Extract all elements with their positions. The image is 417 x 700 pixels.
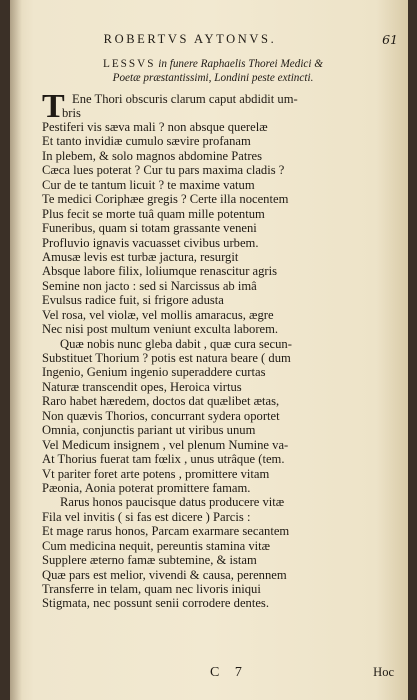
- verse-line: Fila vel invitis ( si fas est dicere ) Parcis :: [42, 509, 251, 524]
- verse-line: Evulsus radice fuit, si frigore adusta: [42, 293, 224, 308]
- verse-line: Pæonia, Aonia poterat promittere famam.: [42, 480, 251, 495]
- verse-line: Raro habet hæredem, doctos dat quælibet ætas,: [42, 394, 280, 409]
- verse-line: Vt pariter foret arte potens , promittere vitam: [42, 466, 270, 481]
- verse-line: At Thorius fuerat tam fœlix , unus utrâque (tem.: [42, 452, 285, 467]
- verse-line: Stigmata, nec possunt senii corrodere dentes.: [42, 596, 269, 611]
- verse-line: Non quævis Thorios, concurrant sydera oportet: [42, 408, 280, 423]
- title-line-2: Poetæ præstantissimi, Londini peste extincti.: [112, 72, 314, 84]
- verse-line: Supplere æterno famæ subtemine, & istam: [42, 553, 257, 568]
- verse-line: Transferre in telam, quam nec livoris iniqui: [42, 582, 261, 596]
- verse-line: Pestiferi vis sæva mali ? non absque querelæ: [42, 120, 268, 134]
- title-line-1-text: in funere Raphaelis Thorei Medici &: [158, 58, 323, 70]
- page-number: 61: [382, 32, 398, 47]
- verse-line: Cur de te tantum licuit ? te maxime vatum: [42, 177, 255, 192]
- title-lessus: LESSVS: [103, 58, 156, 70]
- title-line-1: [28, 57, 398, 71]
- verse-line: Omnia, conjunctis pariant ut viribus unum: [42, 423, 256, 438]
- verse-line: Cum medicina nequit, pereuntis stamina vitæ: [42, 538, 271, 553]
- catchword: Hoc: [373, 665, 394, 679]
- opening-lines: [42, 88, 404, 125]
- verse-line: Funeribus, quam si totam grassante veneni: [42, 221, 257, 236]
- verse-line: In plebem, & solo magnos abdomine Patres: [42, 148, 263, 163]
- poem-body: [42, 88, 404, 611]
- book-page: [10, 0, 408, 700]
- running-head: ROBERTVS AYTONVS.: [103, 32, 277, 46]
- verse-line: Nec nisi post multum veniunt exculta laborem.: [42, 322, 279, 337]
- drop-capital: T: [42, 88, 65, 125]
- verse-line: Quæ pars est melior, vivendi & causa, perennem: [42, 567, 287, 582]
- page-footer: [10, 665, 408, 683]
- verse-line: Quæ nobis nunc gleba dabit , quæ cura secun-: [60, 336, 292, 351]
- verse-line: Substituet Thorium ? potis est natura beare ( dum: [42, 351, 291, 365]
- verse-line: Profluvio ignavis vacuasset civibus urbem.: [42, 235, 259, 250]
- verse-line: Semine non jacto : sed si Narcissus ab imâ: [42, 278, 257, 293]
- verse-line: Et mage rarus honos, Parcam exarmare secantem: [42, 524, 290, 539]
- page-header: [10, 32, 408, 50]
- verse-line: Ene Thori obscuris clarum caput abdidit um-: [72, 92, 298, 106]
- verse-line: Amusæ levis est turbæ jactura, resurgit: [42, 249, 239, 264]
- verse-line: Te medici Coriphæe gregis ? Certe illa nocentem: [42, 192, 289, 207]
- verse-line: bris: [62, 106, 81, 120]
- signature-mark: C 7: [210, 665, 248, 680]
- verse-line: Vel rosa, vel violæ, vel mollis amaracus, ægre: [42, 307, 274, 322]
- gutter-shadow: [10, 0, 22, 700]
- verse-line: Vel Medicum insignem , vel plenum Numine va-: [42, 437, 289, 452]
- verse-line: Et tanto invidiæ cumulo sævire profanam: [42, 134, 251, 149]
- verse-line: Rarus honos paucisque datus producere vitæ: [60, 495, 285, 510]
- verse-line: Cæca lues poterat ? Cur tu pars maxima cladis ?: [42, 163, 285, 178]
- verse-line: Plus fecit se morte tuâ quam mille potentum: [42, 206, 265, 221]
- poem-title: [28, 57, 398, 85]
- verse-line: Ingenio, Genium ingenio superaddere curtas: [42, 365, 266, 380]
- verse-line: Absque labore filix, loliumque renascitur agris: [42, 264, 278, 279]
- verse-line: Naturæ transcendit opes, Heroica virtus: [42, 379, 242, 394]
